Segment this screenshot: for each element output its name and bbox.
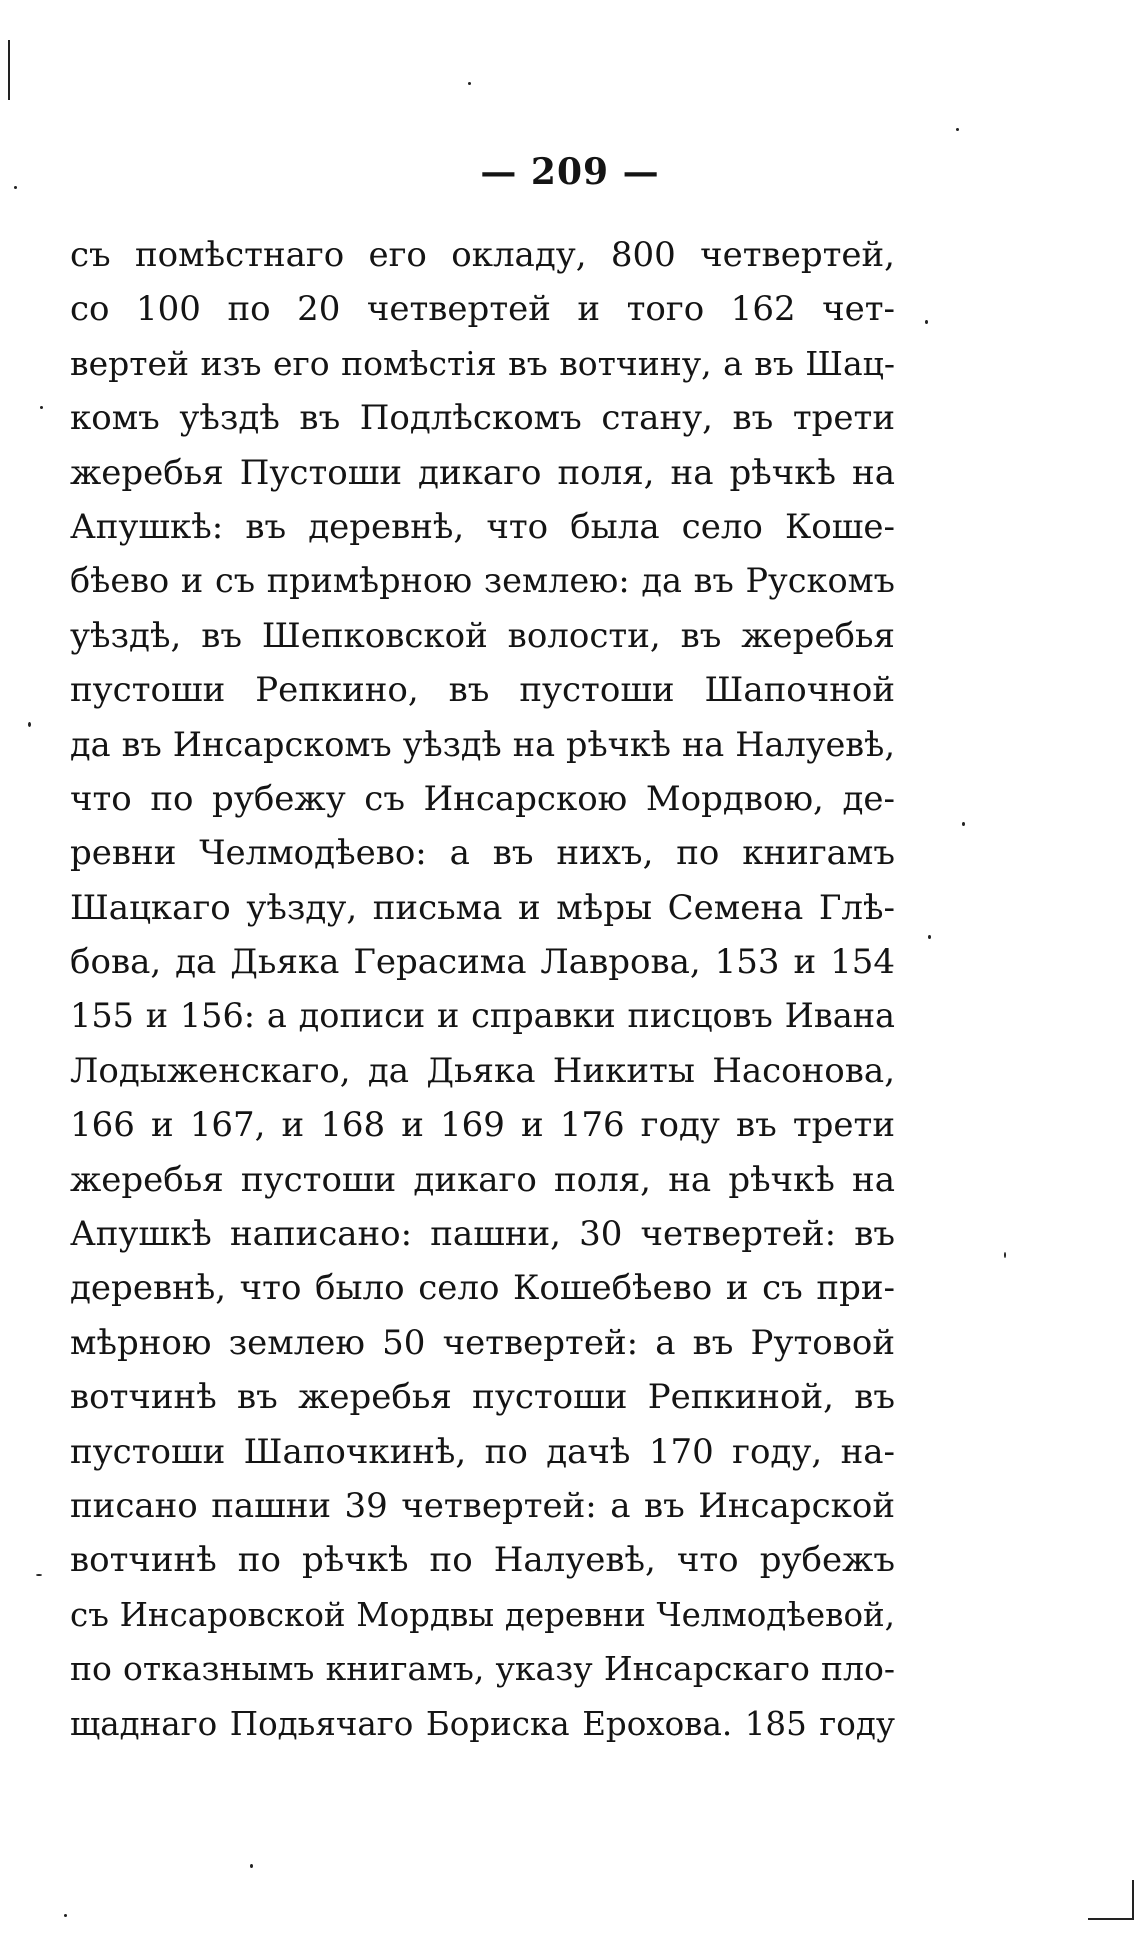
scan-speck	[1004, 1252, 1006, 1258]
text-line: писано пашни 39 четвертей: а въ Инсарской	[70, 1485, 895, 1526]
text-line: деревнѣ, что было село Кошебѣево и съ при-	[70, 1268, 895, 1309]
scan-speck	[64, 1914, 67, 1917]
scan-speck	[956, 128, 959, 131]
text-line: что по рубежу съ Инсарскою Мордвою, де-	[70, 778, 895, 819]
text-line: бѣево и съ примѣрною землею: да въ Рускомъ	[70, 561, 895, 601]
text-line: Шацкаго уѣзду, письма и мѣры Семена Глѣ-	[70, 887, 895, 928]
scan-speck	[28, 722, 31, 727]
text-line: 155 и 156: а дописи и справки писцовъ Ивана	[70, 996, 895, 1036]
scan-speck	[925, 320, 928, 324]
text-line: бова, да Дьяка Герасима Лаврова, 153 и 154	[70, 942, 895, 983]
text-line: 166 и 167, и 168 и 169 и 176 году въ трети	[70, 1105, 895, 1146]
page-number-header: — 209 —	[480, 151, 660, 193]
text-line: мѣрною землею 50 четвертей: а въ Рутовой	[70, 1322, 895, 1363]
text-line: вотчинѣ въ жеребья пустоши Репкиной, въ	[70, 1377, 895, 1418]
text-line: Апушкѣ: въ деревнѣ, что была село Коше-	[70, 506, 895, 547]
scan-speck	[36, 1574, 42, 1576]
text-line: щаднаго Подьячаго Бориска Ерохова. 185 году	[70, 1704, 895, 1743]
text-line: пустоши Шапочкинѣ, по дачѣ 170 году, на-	[70, 1431, 895, 1472]
text-line: со 100 по 20 четвертей и того 162 чет-	[70, 289, 895, 330]
scan-speck	[962, 822, 965, 826]
text-line: пустоши Репкино, въ пустоши Шапочной	[70, 670, 895, 711]
text-line: съ Инсаровской Мордвы деревни Челмодѣевой,	[70, 1595, 895, 1634]
text-line: вотчинѣ по рѣчкѣ по Налуевѣ, что рубежъ	[70, 1540, 895, 1581]
text-line: да въ Инсарскомъ уѣздѣ на рѣчкѣ на Налуевѣ,	[70, 724, 895, 764]
scan-edge-mark	[1132, 1880, 1134, 1920]
scan-speck	[40, 406, 43, 409]
text-line: Лодыженскаго, да Дьяка Никиты Насонова,	[70, 1050, 895, 1091]
text-line: комъ уѣздѣ въ Подлѣскомъ стану, въ трети	[70, 398, 895, 439]
text-line: ревни Челмодѣево: а въ нихъ, по книгамъ	[70, 833, 895, 874]
text-line: жеребья Пустоши дикаго поля, на рѣчкѣ на	[70, 452, 895, 493]
scan-speck	[14, 186, 17, 189]
scan-edge-mark	[8, 40, 10, 100]
scan-speck	[928, 935, 931, 939]
scan-speck	[468, 82, 471, 85]
text-line: жеребья пустоши дикаго поля, на рѣчкѣ на	[70, 1159, 895, 1200]
text-line: вертей изъ его помѣстія въ вотчину, а въ Шац-	[70, 343, 895, 383]
text-line: Апушкѣ написано: пашни, 30 четвертей: въ	[70, 1214, 895, 1255]
scan-edge-mark	[1088, 1918, 1134, 1920]
text-line: уѣздѣ, въ Шепковской волости, въ жеребья	[70, 615, 895, 656]
scan-speck	[250, 1864, 253, 1868]
text-line: по отказнымъ книгамъ, указу Инсарскаго пло-	[70, 1649, 895, 1689]
body-text	[70, 228, 895, 1751]
text-line: съ помѣстнаго его окладу, 800 четвертей,	[70, 235, 895, 275]
